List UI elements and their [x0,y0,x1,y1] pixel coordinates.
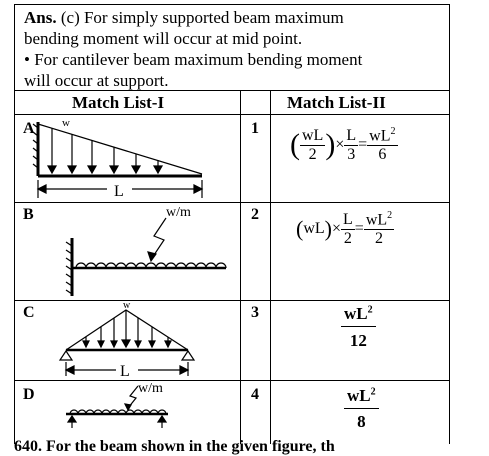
f4-num: wL [347,386,371,405]
table-border-top [14,90,450,91]
f2-c-den: 2 [374,230,383,248]
answer-line-3: • For cantilever beam maximum bending moment [24,50,363,69]
diagram-c-span-label: L [120,363,130,380]
row-c-letter: C [23,304,35,321]
diagram-b-load-label: w/m [166,205,191,220]
f2-c-num: wL [365,211,388,229]
diagram-d-load-label: w/m [138,381,163,396]
f1-a-num: wL [302,126,324,144]
diagram-c-simply-supported-triangular [56,300,256,380]
header-list-1: Match List-I [72,93,165,112]
row-d-letter: D [23,386,35,403]
f4-sup: 2 [370,386,376,398]
next-question-cutoff: 640. For the beam shown in the given figure, th [14,438,335,455]
f2-a: wL [303,219,325,237]
row-b-letter: B [23,206,34,223]
diagram-a-cantilever-triangular [32,118,232,213]
f3-den: 12 [349,331,367,350]
match-table [14,90,450,444]
answer-prefix: Ans. [24,8,57,27]
f1-c-sup: 2 [390,126,396,137]
table-border-left [14,90,15,444]
row-1-number: 1 [251,120,259,137]
row-2-number: 2 [251,206,259,223]
f1-b-den: 3 [347,145,356,163]
question-page [14,4,452,455]
column-divider-right [270,90,271,444]
f2-c-sup: 2 [387,210,393,221]
table-border-right [449,90,450,444]
row-3-number: 3 [251,304,259,321]
f1-b-num: L [346,126,357,144]
f2-b-den: 2 [343,229,352,247]
f3-num: wL [344,304,368,323]
answer-line-1 [24,7,449,28]
f1-c-num: wL [369,127,391,145]
f2-b-num: L [343,210,353,228]
diagram-b-cantilever-udl [54,204,254,299]
formula-1: ( $\frac{wL}{2}$ )× $\frac{L}{3}$ = $\frac{wL^2}{6}$ [290,126,396,164]
table-header-divider [14,114,450,115]
f3-sup: 2 [367,304,373,316]
diagram-c-load-label: w [123,300,131,311]
row-4-number: 4 [251,386,259,403]
formula-4 [344,386,379,432]
f1-a-den: 2 [308,145,317,163]
diagram-a-load-label: w [62,117,70,129]
header-list-2: Match List-II [287,93,386,112]
f1-c-den: 6 [378,146,387,164]
formula-2: (wL)× $\frac{L}{2}$ = $\frac{wL^2}{2}$ [296,210,393,248]
diagram-d-simply-supported-udl [64,380,214,440]
answer-line-1-text: (c) For simply supported beam maximum [56,8,344,27]
formula-3 [341,304,376,351]
f4-den: 8 [357,412,366,431]
answer-line-2: bending moment will occur at mid point. [24,29,303,48]
row-a-letter: A [23,120,35,137]
diagram-a-span-label: L [114,183,124,200]
answer-line-4: will occur at support. [24,71,169,90]
answer-explanation [14,4,450,90]
